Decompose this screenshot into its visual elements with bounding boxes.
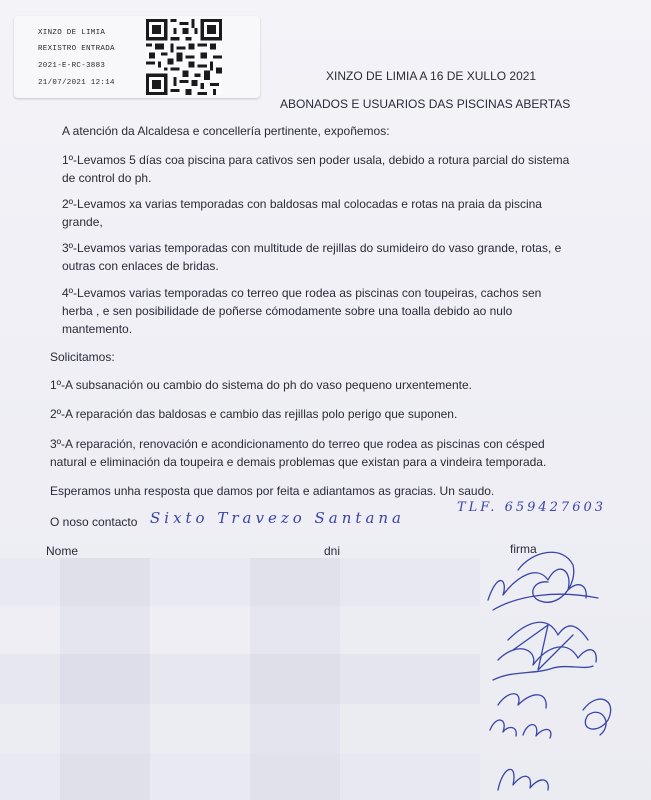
intro-text: A atención da Alcaldesa e concellería pertinente, expoñemos:: [62, 124, 390, 138]
point-4-line-1: 4º-Levamos varias temporadas co terreo que rodea as piscinas con toupeiras, cachos sen: [62, 286, 542, 300]
stamp-datetime: 21/07/2021 12:14: [38, 79, 115, 87]
point-2-line-2: grande,: [62, 215, 103, 229]
handwritten-phone: TLF. 659427603: [457, 500, 607, 515]
stamp-registry-number: 2021-E-RC-3883: [38, 62, 106, 70]
column-header-firma: firma: [510, 542, 537, 556]
contact-label: O noso contacto: [50, 515, 138, 529]
qr-code-icon: [146, 19, 222, 95]
handwritten-signatures: [478, 540, 638, 800]
point-3: [62, 239, 602, 275]
stamp-registry-label: REXISTRO ENTRADA: [38, 45, 115, 53]
column-header-dni: dni: [324, 544, 341, 558]
point-4-line-3: mantemento.: [62, 322, 133, 336]
document-subject: ABONADOS E USUARIOS DAS PISCINAS ABERTAS: [280, 97, 571, 111]
point-4-line-2: herba , e sen posibilidade de poñerse cómodamente sobre una toalla debido ao nulo: [62, 304, 513, 318]
registry-stamp: [14, 16, 260, 98]
request-2: 2º-A reparación das baldosas e cambio das rejillas polo perigo que suponen.: [50, 407, 458, 421]
point-2: [62, 195, 602, 231]
column-header-nome: Nome: [46, 544, 79, 558]
handwritten-contact-name: Sixto Travezo Santana: [150, 509, 405, 527]
closing-text: Esperamos unha resposta que damos por feita e adiantamos as gracias. Un saudo.: [50, 484, 495, 498]
stamp-municipality: XINZO DE LIMIA: [38, 29, 106, 37]
blurred-signatories-region: [0, 558, 480, 800]
document-place-date: XINZO DE LIMIA A 16 DE XULLO 2021: [326, 69, 537, 83]
solicit-heading: Solicitamos:: [50, 350, 115, 364]
request-3-line-1: 3º-A reparación, renovación e acondicionamento do terreo que rodea as piscinas con césped: [50, 437, 545, 451]
point-4: [62, 284, 602, 338]
request-3-line-2: natural e eliminación da toupeira e demais problemas que existan para a vindeira temporada.: [50, 455, 547, 469]
point-2-line-1: 2º-Levamos xa varias temporadas con baldosas mal colocadas e rotas na praia da piscina: [62, 197, 542, 211]
point-1-line-1: 1º-Levamos 5 días coa piscina para cativos sen poder usala, debido a rotura parcial do sistema: [62, 153, 570, 167]
point-3-line-1: 3º-Levamos varias temporadas con multitude de rejillas do sumideiro do vaso grande, rotas, e: [62, 241, 562, 255]
request-3: [50, 435, 610, 471]
point-1: [62, 151, 602, 187]
point-3-line-2: outras con enlaces de bridas.: [62, 259, 219, 273]
point-1-line-2: de control do ph.: [62, 171, 152, 185]
request-1: 1º-A subsanación ou cambio do sistema do ph do vaso pequeno urxentemente.: [50, 378, 472, 392]
